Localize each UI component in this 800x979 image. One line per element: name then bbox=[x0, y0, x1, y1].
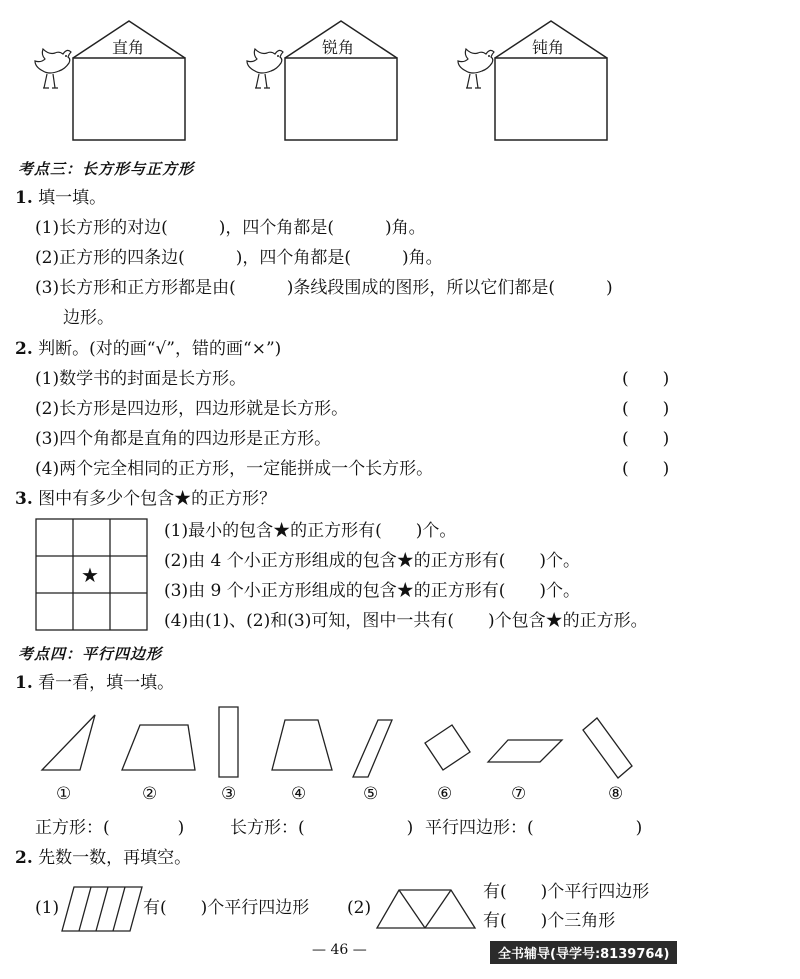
question-number: 3. bbox=[15, 489, 33, 509]
shape-7-parallelogram bbox=[488, 740, 562, 762]
fill-line: (2)正方形的四条边( )，四个角都是( )角。 bbox=[35, 248, 443, 268]
section-title: 考点四：平行四边形 bbox=[18, 645, 163, 663]
count-parallelograms: 有( )个平行四边形 bbox=[143, 898, 310, 918]
shape-3-rectangle bbox=[219, 707, 238, 777]
count-item: (2)由 4 个小正方形组成的包含★的正方形有( )个。 bbox=[164, 551, 580, 571]
shape-label: ⑦ bbox=[511, 784, 527, 804]
shape-label: ⑧ bbox=[608, 784, 624, 804]
question-title: 图中有多少个包含★的正方形？ bbox=[38, 489, 277, 509]
answer-square: 正方形：( ) bbox=[35, 818, 185, 838]
trapezoid-triangles-figure bbox=[375, 888, 477, 930]
shape-label: ⑤ bbox=[363, 784, 379, 804]
judge-item: (2)长方形是四边形，四边形就是长方形。 bbox=[35, 399, 349, 419]
shape-label: ① bbox=[56, 784, 72, 804]
question-title: 填一填。 bbox=[38, 188, 107, 208]
house-label: 直角 bbox=[112, 38, 145, 57]
answer-blank[interactable]: ( ) bbox=[622, 399, 670, 419]
answer-parallelogram: 平行四边形：( ) bbox=[425, 818, 643, 838]
judge-item: (3)四个角都是直角的四边形是正方形。 bbox=[35, 429, 332, 449]
count-item: (3)由 9 个小正方形组成的包含★的正方形有( )个。 bbox=[164, 581, 580, 601]
count-item: (1)最小的包含★的正方形有( )个。 bbox=[164, 521, 457, 541]
answer-blank[interactable]: ( ) bbox=[622, 429, 670, 449]
question-number: 2. bbox=[15, 848, 33, 868]
part-label: (1) bbox=[35, 898, 60, 918]
shape-8-rectangle bbox=[583, 718, 632, 778]
house-label: 钝角 bbox=[532, 38, 565, 57]
question-number: 1. bbox=[15, 188, 33, 208]
shape-2-trapezoid bbox=[122, 725, 195, 770]
question-1 bbox=[15, 188, 106, 208]
question-title: 先数一数，再填空。 bbox=[38, 848, 192, 868]
question-number: 2. bbox=[15, 339, 33, 359]
shape-label: ③ bbox=[221, 784, 237, 804]
question-2 bbox=[15, 848, 191, 868]
question-2 bbox=[15, 339, 281, 359]
rooster-icon bbox=[245, 48, 285, 94]
shape-label: ④ bbox=[291, 784, 307, 804]
section-title: 考点三：长方形与正方形 bbox=[18, 160, 195, 178]
question-title: 看一看，填一填。 bbox=[38, 673, 175, 693]
answer-blank[interactable]: ( ) bbox=[622, 459, 670, 479]
part-label: (2) bbox=[347, 898, 372, 918]
question-title: 判断。(对的画“√”，错的画“×”) bbox=[38, 339, 282, 359]
count-triangles: 有( )个三角形 bbox=[483, 911, 616, 931]
answer-rectangle: 长方形：( ) bbox=[230, 818, 414, 838]
shapes-figure bbox=[0, 700, 800, 810]
count-parallelograms: 有( )个平行四边形 bbox=[483, 882, 650, 902]
question-1 bbox=[15, 673, 174, 693]
shape-5-parallelogram bbox=[353, 720, 392, 777]
footer-badge: 全书辅导(导学号:8139764) bbox=[490, 941, 677, 964]
rooster-icon bbox=[456, 48, 496, 94]
page-number: — 46 — bbox=[312, 942, 367, 958]
count-item: (4)由(1)、(2)和(3)可知，图中一共有( )个包含★的正方形。 bbox=[164, 611, 648, 631]
shape-6-square bbox=[425, 725, 470, 770]
house-label: 锐角 bbox=[322, 38, 355, 57]
question-3 bbox=[15, 489, 276, 509]
star-icon: ★ bbox=[81, 563, 99, 587]
question-number: 1. bbox=[15, 673, 33, 693]
judge-item: (4)两个完全相同的正方形，一定能拼成一个长方形。 bbox=[35, 459, 434, 479]
answer-blank[interactable]: ( ) bbox=[622, 369, 670, 389]
shape-label: ② bbox=[142, 784, 158, 804]
parallelogram-strips-figure bbox=[62, 885, 146, 933]
fill-line: (3)长方形和正方形都是由( )条线段围成的图形，所以它们都是( ) bbox=[35, 278, 613, 298]
shape-1-triangle bbox=[42, 715, 95, 770]
fill-line: 边形。 bbox=[63, 308, 114, 328]
shape-4-trapezoid bbox=[272, 720, 332, 770]
fill-line: (1)长方形的对边( )，四个角都是( )角。 bbox=[35, 218, 426, 238]
rooster-icon bbox=[33, 48, 73, 94]
judge-item: (1)数学书的封面是长方形。 bbox=[35, 369, 247, 389]
shape-label: ⑥ bbox=[437, 784, 453, 804]
